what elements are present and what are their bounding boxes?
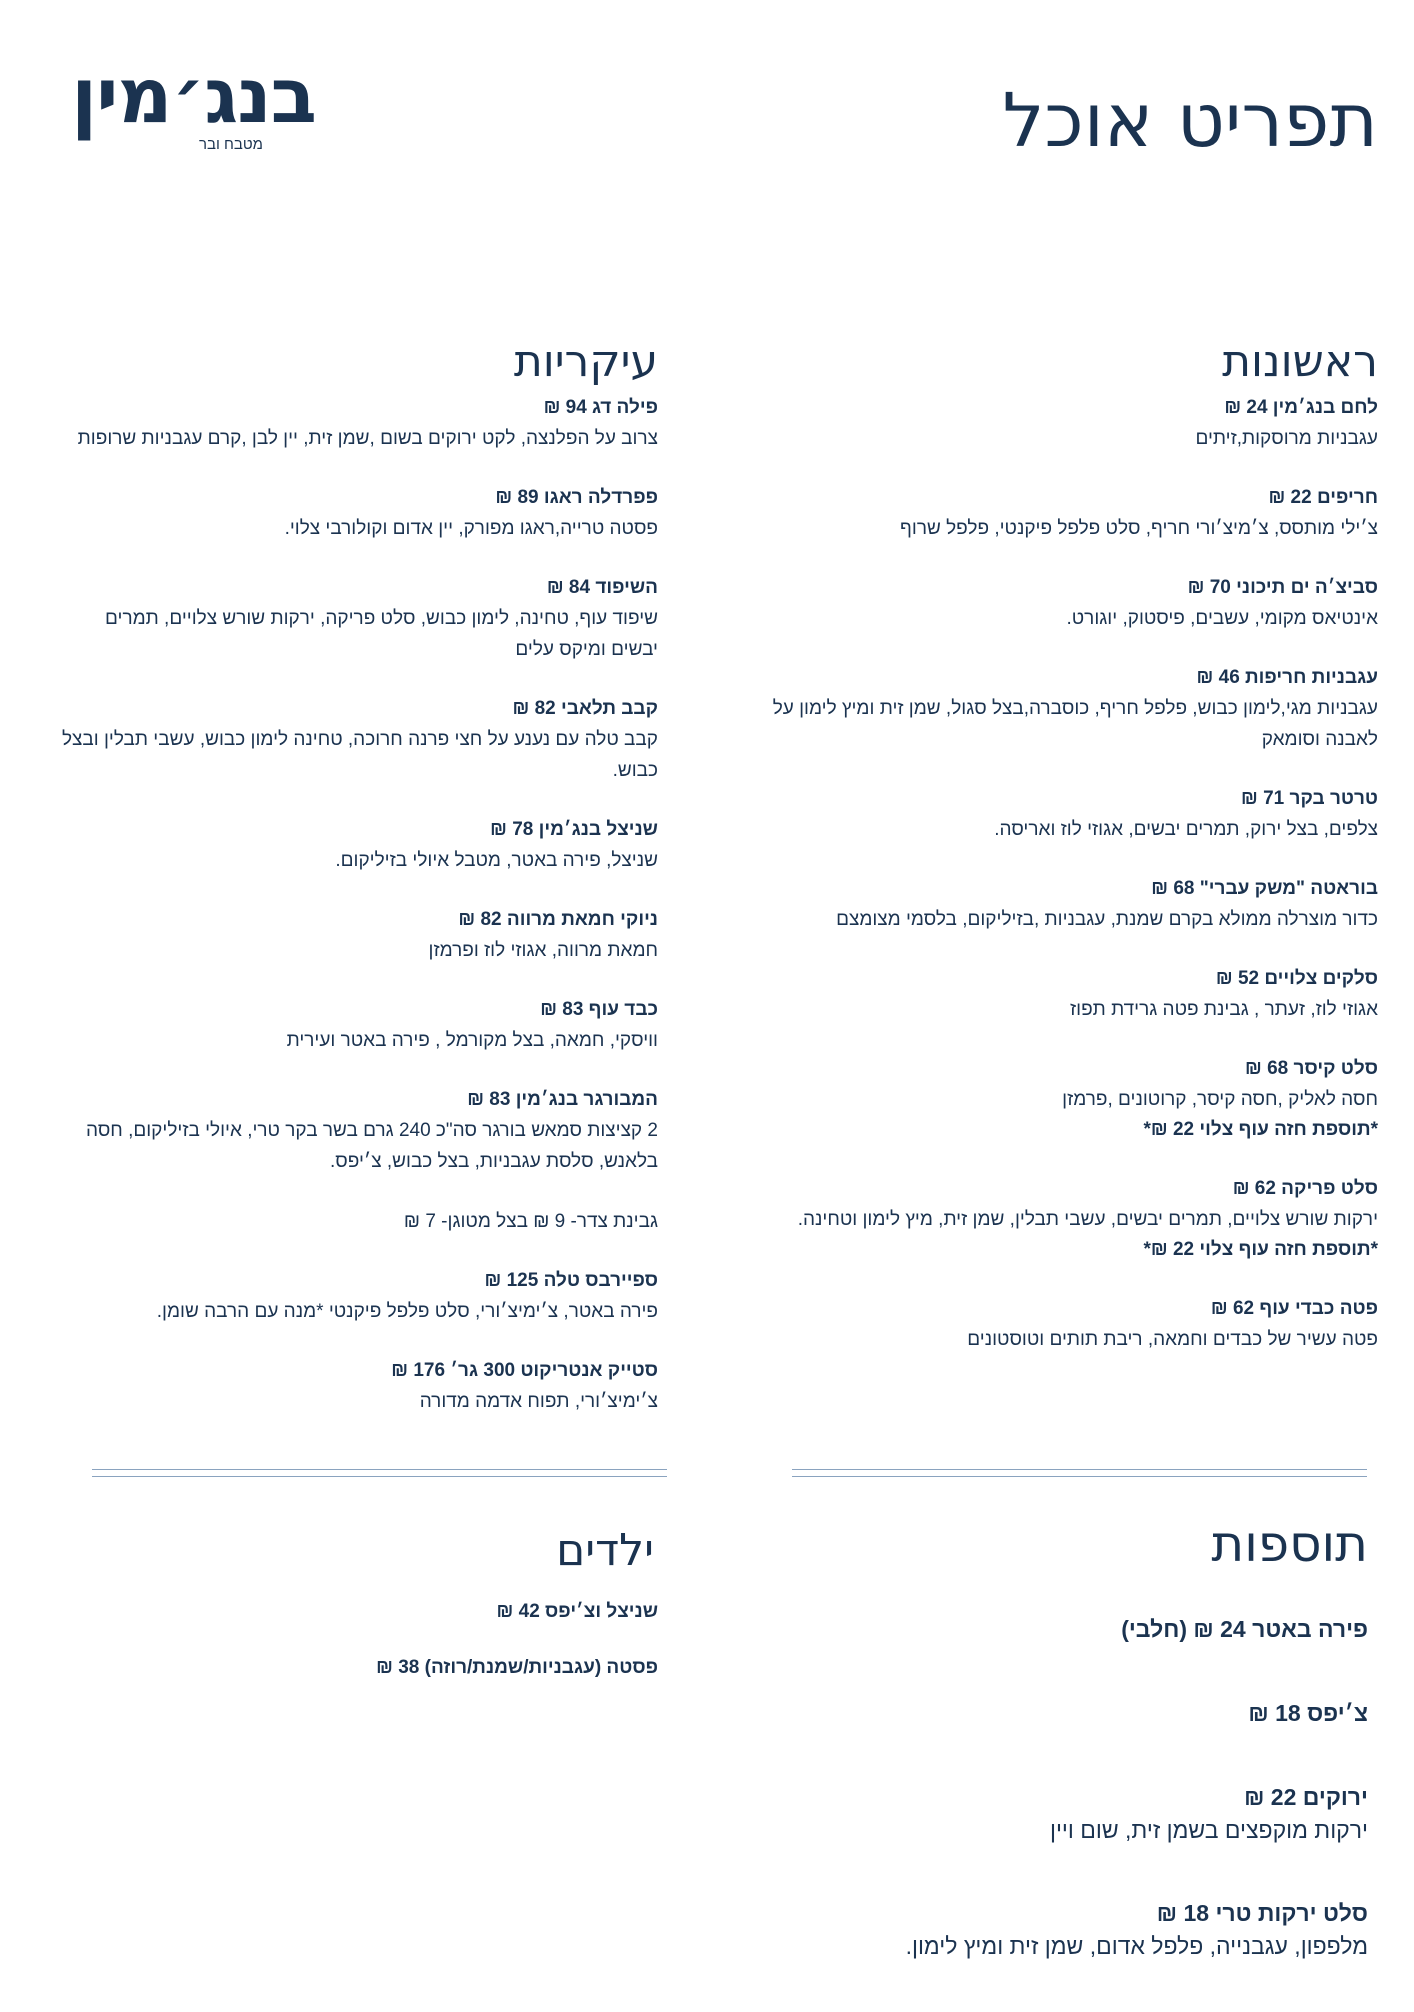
menu-item (738, 1294, 1378, 1355)
item-description: שיפוד עוף, טחינה, לימון כבוש, סלט פריקה, ירקות שורש צלויים, תמרים יבשים ומיקס עלים (105, 608, 658, 660)
menu-item (58, 1356, 658, 1417)
item-description: ירקות שורש צלויים, תמרים יבשים, עשבי תבלין, שמן זית, מיץ לימון וטחינה. (797, 1209, 1378, 1230)
item-name: פירה באטר 24 ₪ (חלבי) (1121, 1616, 1368, 1642)
item-description: צ׳ילי מותסס, צ׳מיצ׳ורי חריף, סלט פלפל פיקנטי, פלפל שרוף (900, 518, 1378, 539)
item-name: ירוקים 22 ₪ (1244, 1784, 1368, 1810)
menu-item (58, 815, 658, 876)
item-name: ספיירבס טלה 125 ₪ (484, 1270, 658, 1291)
menu-item (58, 905, 658, 966)
item-description: חמאת מרווה, אגוזי לוז ופרמזן (428, 940, 658, 961)
item-description: צ׳ימיצ׳ורי, תפוח אדמה מדורה (419, 1391, 658, 1412)
item-name: סלט פריקה 62 ₪ (1232, 1178, 1378, 1199)
item-name: טרטר בקר 71 ₪ (1241, 788, 1378, 809)
item-name: סטייק אנטריקוט 300 גר׳ 176 ₪ (391, 1360, 658, 1381)
item-name: פטה כבדי עוף 62 ₪ (1210, 1298, 1378, 1319)
item-name: חריפים 22 ₪ (1268, 487, 1378, 508)
mains-list (58, 393, 658, 1417)
item-description: שניצל, פירה באטר, מטבל איולי בזיליקום. (335, 850, 658, 871)
menu-item (738, 874, 1378, 935)
item-name: המבורגר בנג׳מין 83 ₪ (467, 1089, 658, 1110)
restaurant-logo (71, 51, 316, 153)
item-description: 2 קציצות סמאש בורגר סה"כ 240 גרם בשר בקר טרי, איולי בזיליקום, חסה בלאנש, סלסת עגבניות, בצל כבוש, צ׳יפס. (85, 1120, 658, 1172)
item-description: אגוזי לוז, זעתר , גבינת פטה גרידת תפוז (1070, 999, 1378, 1020)
kids-title: ילדים (556, 1525, 654, 1576)
section-divider (92, 1469, 667, 1477)
item-name: שניצל וצ׳יפס 42 ₪ (496, 1601, 658, 1622)
menu-item (58, 1597, 658, 1627)
extras-title: תוספות (1211, 1515, 1368, 1573)
item-name: השיפוד 84 ₪ (546, 577, 658, 598)
logo-subtitle: מטבח ובר (199, 136, 263, 153)
item-addon: *תוספת חזה עוף צלוי 22 ₪* (1143, 1239, 1378, 1260)
menu-item (738, 663, 1378, 755)
kids-list (58, 1597, 658, 1709)
item-description: אינטיאס מקומי, עשבים, פיסטוק, יוגורט. (1066, 608, 1378, 629)
menu-item (58, 1085, 658, 1177)
item-name: לחם בנג׳מין 24 ₪ (1224, 397, 1378, 418)
item-name: פסטה (עגבניות/שמנת/רוזה) 38 ₪ (376, 1657, 658, 1678)
page-title: תפריט אוכל (1002, 78, 1378, 164)
item-name: שניצל בנג׳מין 78 ₪ (490, 819, 658, 840)
item-description: כדור מוצרלה ממולא בקרם שמנת, עגבניות ,בזיליקום, בלסמי מצומצם (836, 909, 1378, 930)
item-description: קבב טלה עם נענע על חצי פרנה חרוכה, טחינה לימון כבוש, עשבי תבלין ובצל כבוש. (61, 729, 658, 781)
menu-item (728, 1896, 1368, 1962)
starters-list (738, 393, 1378, 1355)
menu-item (58, 573, 658, 665)
item-description: עגבניות מגי,לימון כבוש, פלפל חריף, כוסברה,בצל סגול, שמן זית ומיץ לימון על לאבנה וסומאק (772, 698, 1378, 750)
menu-item (738, 573, 1378, 634)
item-name: בוראטה "משק עברי" 68 ₪ (1151, 878, 1378, 899)
menu-item (58, 1653, 658, 1683)
item-description: פטה עשיר של כבדים וחמאה, ריבת תותים וטוסטונים (967, 1329, 1378, 1350)
menu-item (738, 784, 1378, 845)
item-name: פפרדלה ראגו 89 ₪ (495, 487, 658, 508)
item-description: צלפים, בצל ירוק, תמרים יבשים, אגוזי לוז ואריסה. (994, 819, 1378, 840)
item-name: עגבניות חריפות 46 ₪ (1196, 667, 1378, 688)
item-addon: *תוספת חזה עוף צלוי 22 ₪* (1143, 1119, 1378, 1140)
starters-title: ראשונות (1222, 336, 1378, 387)
item-description: צרוב על הפלנצה, לקט ירוקים בשום ,שמן זית, יין לבן ,קרם עגבניות שרופות (77, 428, 658, 449)
item-name: פילה דג 94 ₪ (543, 397, 658, 418)
mains-section (58, 336, 658, 1446)
menu-item (738, 483, 1378, 544)
menu-item (728, 1780, 1368, 1846)
item-description: ירקות מוקפצים בשמן זית, שום ויין (1049, 1817, 1368, 1843)
menu-item (738, 1174, 1378, 1265)
item-name: כבד עוף 83 ₪ (540, 999, 658, 1020)
menu-item (58, 694, 658, 786)
item-description: מלפפון, עגבנייה, פלפל אדום, שמן זית ומיץ לימון. (905, 1933, 1368, 1959)
section-divider (792, 1469, 1367, 1477)
item-name: ניוקי חמאת מרווה 82 ₪ (458, 909, 658, 930)
menu-addons-line (58, 1206, 658, 1237)
item-name: סלט קיסר 68 ₪ (1245, 1058, 1378, 1079)
extras-list (728, 1612, 1368, 2012)
menu-item (738, 393, 1378, 454)
starters-section (738, 336, 1378, 1384)
menu-item (738, 1054, 1378, 1145)
item-description: פירה באטר, צ׳ימיצ׳ורי, סלט פלפל פיקנטי *מנה עם הרבה שומן. (156, 1301, 658, 1322)
menu-item (738, 964, 1378, 1025)
menu-item (58, 995, 658, 1056)
menu-item (58, 483, 658, 544)
item-name: סלקים צלויים 52 ₪ (1215, 968, 1378, 989)
menu-item (728, 1696, 1368, 1730)
item-description: גבינת צדר- 9 ₪ בצל מטוגן- 7 ₪ (403, 1211, 658, 1232)
menu-item (728, 1612, 1368, 1646)
item-description: וויסקי, חמאה, בצל מקורמל , פירה באטר ועירית (286, 1030, 658, 1051)
item-name: צ׳יפס 18 ₪ (1248, 1700, 1368, 1726)
menu-item (58, 1266, 658, 1327)
item-name: סלט ירקות טרי 18 ₪ (1156, 1900, 1368, 1926)
item-description: פסטה טרייה,ראגו מפורק, יין אדום וקולורבי צלוי. (284, 518, 658, 539)
logo-name: בנג׳מין (71, 51, 316, 140)
mains-title: עיקריות (513, 336, 658, 387)
item-description: עגבניות מרוסקות,זיתים (1195, 428, 1378, 449)
item-name: קבב תלאבי 82 ₪ (512, 698, 658, 719)
item-description: חסה לאליק ,חסה קיסר, קרוטונים ,פרמזן (1062, 1089, 1378, 1110)
menu-item (58, 393, 658, 454)
item-name: סביצ׳ה ים תיכוני 70 ₪ (1187, 577, 1378, 598)
